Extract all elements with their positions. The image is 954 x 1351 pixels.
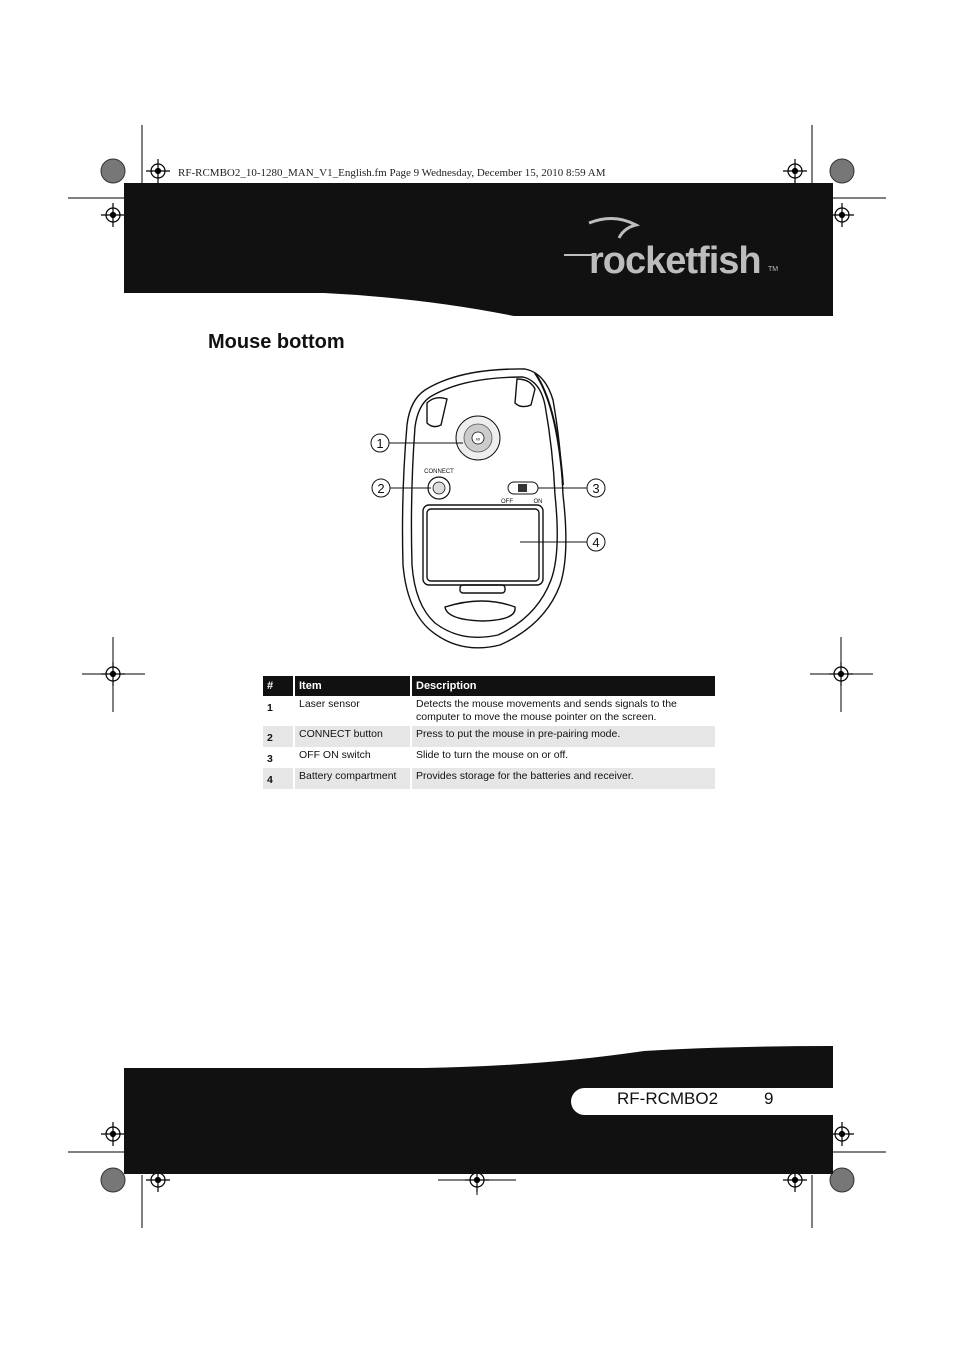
row-item: CONNECT button <box>294 726 411 747</box>
col-header-item: Item <box>294 676 411 696</box>
callout-4 <box>587 533 605 551</box>
laser-sensor <box>456 416 500 460</box>
callout-2 <box>372 479 390 497</box>
svg-text:2: 2 <box>377 481 385 496</box>
footer-model: RF-RCMBO2 <box>617 1089 719 1108</box>
header-band <box>124 183 833 316</box>
row-description: Press to put the mouse in pre-pairing mode. <box>411 726 715 747</box>
row-number: 2 <box>263 726 294 747</box>
page-title: Mouse bottom <box>208 331 345 353</box>
col-header-description: Description <box>411 676 715 696</box>
row-number: 3 <box>267 753 273 765</box>
svg-text:3: 3 <box>592 481 600 496</box>
col-header-number: # <box>263 676 294 696</box>
row-description: Detects the mouse movements and sends signals to the computer to move the mouse pointer on the screen. <box>411 696 715 726</box>
table-row <box>263 696 715 726</box>
parts-table <box>263 676 715 789</box>
row-description: Provides storage for the batteries and receiver. <box>411 768 715 789</box>
mouse-bottom-figure <box>365 365 615 655</box>
file-slug: RF-RCMBO2_10-1280_MAN_V1_English.fm Page 9 Wednesday, December 15, 2010 8:59 AM <box>178 167 606 179</box>
table-row <box>263 768 715 789</box>
brand-logo: rocketfish <box>589 240 761 282</box>
row-item: Battery compartment <box>294 768 411 789</box>
battery-compartment <box>423 505 543 585</box>
row-number: 1 <box>267 702 273 714</box>
switch-off-label: OFF <box>501 499 513 505</box>
svg-text:1: 1 <box>376 436 384 451</box>
row-description: Slide to turn the mouse on or off. <box>411 747 715 768</box>
page-number: 9 <box>764 1089 774 1108</box>
table-row <box>263 747 715 768</box>
callout-1 <box>371 434 389 452</box>
row-item: Laser sensor <box>294 696 411 726</box>
callout-3 <box>587 479 605 497</box>
table-row <box>263 726 715 747</box>
connect-button <box>424 469 454 499</box>
brand-tm: TM <box>768 266 779 273</box>
svg-text:∞: ∞ <box>475 437 481 443</box>
svg-text:4: 4 <box>592 535 600 550</box>
table-header-row <box>263 676 715 696</box>
connect-label: CONNECT <box>424 469 454 475</box>
row-item: OFF ON switch <box>294 747 411 768</box>
off-on-switch <box>501 482 543 505</box>
switch-on-label: ON <box>533 499 543 505</box>
row-number: 4 <box>263 768 294 789</box>
